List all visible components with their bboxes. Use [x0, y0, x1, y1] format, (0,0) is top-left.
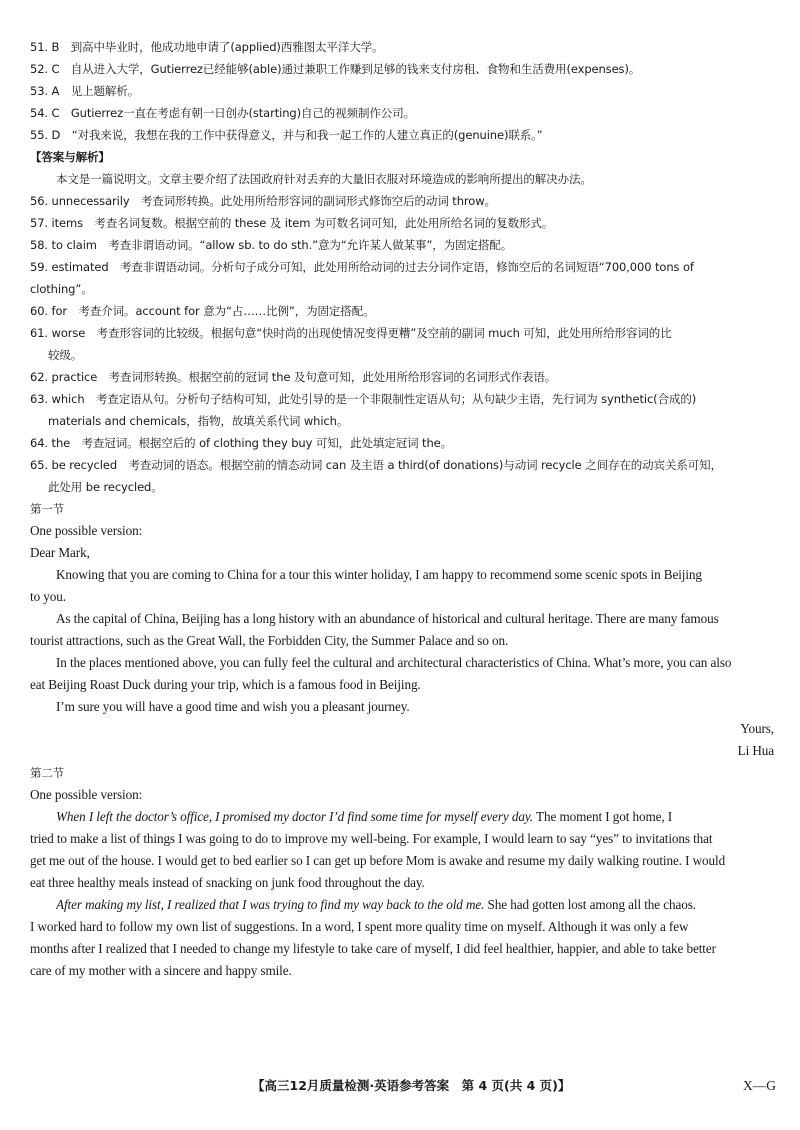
story-paragraph-1-line-2: tried to make a list of things I was going to do to improve my well-being. For example, I would learn to say “yes” to invitations that: [30, 831, 713, 846]
letter-paragraph-2-cont: tourist attractions, such as the Great Wall, the Forbidden City, the Summer Palace and so on.: [30, 633, 509, 648]
explanation-65: 65. be recycled 考查动词的语态。根据空前的情态动词 can 及主语 a third(of donations)与动词 recycle 之间存在的动宾关系可知，: [30, 458, 722, 472]
explanation-57: 57. items 考查名词复数。根据空前的 these 及 item 为可数名词可知，此处用所给名词的复数形式。: [30, 216, 554, 230]
letter-signature: Li Hua: [737, 743, 774, 758]
explanation-64: 64. the 考查冠词。根据空后的 of clothing they buy 可知，此处填定冠词 the。: [30, 436, 453, 450]
story-paragraph-2-line-4: care of my mother with a sincere and happy smile.: [30, 963, 292, 978]
answer-52: 52. C 自从进入大学，Gutierrez已经能够(able)通过兼职工作赚到足够的钱来支付房租、食物和生活费用(expenses)。: [30, 62, 641, 76]
story-paragraph-1-line-4: eat three healthy meals instead of snacking on junk food throughout the day.: [30, 875, 425, 890]
section1-version-label: One possible version:: [30, 523, 143, 538]
letter-paragraph-1: Knowing that you are coming to China for a tour this winter holiday, I am happy to recommend some scenic spots in Beijing: [56, 567, 702, 582]
story-paragraph-1: [56, 806, 778, 828]
letter-paragraph-4: I’m sure you will have a good time and wish you a pleasant journey.: [56, 699, 410, 714]
explanation-59-cont: clothing”。: [30, 282, 93, 296]
page-footer: [0, 1075, 800, 1097]
story-paragraph-2-line-2: I worked hard to follow my own list of suggestions. In a word, I spent more quality time on myself. Although it was only a few: [30, 919, 689, 934]
section2-version-label: One possible version:: [30, 787, 143, 802]
explanation-62: 62. practice 考查词形转换。根据空前的冠词 the 及句意可知，此处用所给形容词的名词形式作表语。: [30, 370, 557, 384]
footer-code: X—G: [743, 1078, 776, 1093]
answer-54: 54. C Gutierrez一直在考虑有朝一日创办(starting)自己的视频制作公司。: [30, 106, 416, 120]
explanation-56: 56. unnecessarily 考查词形转换。此处用所给形容词的副词形式修饰空后的动词 throw。: [30, 194, 496, 208]
footer-title: 【高三12月质量检测·英语参考答案 第 4 页(共 4 页)】: [252, 1078, 571, 1093]
story-paragraph-2-line-3: months after I realized that I needed to change my lifestyle to take care of myself, I did feel healthier, happier, and able to take better: [30, 941, 716, 956]
explanation-61: 61. worse 考查形容词的比较级。根据句意“快时尚的出现使情况变得更糟”及空前的副词 much 可知，此处用所给形容词的比: [30, 326, 672, 340]
letter-paragraph-1-cont: to you.: [30, 589, 66, 604]
explanation-58: 58. to claim 考查非谓语动词。“allow sb. to do sth.”意为“允许某人做某事”，为固定搭配。: [30, 238, 513, 252]
explanation-60: 60. for 考查介词。account for 意为“占……比例”，为固定搭配。: [30, 304, 375, 318]
story-paragraph-1-lead: When I left the doctor’s office, I promised my doctor I’d find some time for myself every day.: [56, 809, 534, 824]
letter-paragraph-3: In the places mentioned above, you can fully feel the cultural and architectural characteristics of China. What’s more, you can also: [56, 655, 732, 670]
story-paragraph-2-rest: She had gotten lost among all the chaos.: [484, 897, 696, 912]
answer-51: 51. B 到高中毕业时，他成功地申请了(applied)西雅图太平洋大学。: [30, 40, 384, 54]
explanation-63: 63. which 考查定语从句。分析句子结构可知，此处引导的是一个非限制性定语从句；从句缺少主语，先行词为 synthetic(合成的): [30, 392, 697, 406]
letter-closing: Yours,: [740, 721, 774, 736]
explanation-61-cont: 较级。: [48, 348, 83, 362]
story-paragraph-1-line-3: get me out of the house. I would get to bed earlier so I can get up before Mom is awake and resume my daily walking routine. I would: [30, 853, 726, 868]
letter-paragraph-2: As the capital of China, Beijing has a long history with an abundance of historical and cultural heritage. There are many famous: [56, 611, 719, 626]
story-paragraph-2: [56, 894, 778, 916]
section1-heading: 第一节: [30, 502, 65, 516]
explanation-63-cont: materials and chemicals，指物，故填关系代词 which。: [48, 414, 349, 428]
answer-55: 55. D “对我来说，我想在我的工作中获得意义，并与和我一起工作的人建立真正的(genuine)联系。”: [30, 128, 543, 142]
letter-paragraph-3-cont: eat Beijing Roast Duck during your trip, which is a famous food in Beijing.: [30, 677, 421, 692]
section-heading: 【答案与解析】: [30, 150, 110, 164]
explanation-59: 59. estimated 考查非谓语动词。分析句子成分可知，此处用所给动词的过去分词作定语，修饰空后的名词短语“700,000 tons of: [30, 260, 694, 274]
passage-intro: 本文是一篇说明文。文章主要介绍了法国政府针对丢弃的大量旧衣服对环境造成的影响所提出的解决办法。: [56, 172, 592, 186]
answer-53: 53. A 见上题解析。: [30, 84, 140, 98]
section2-heading: 第二节: [30, 766, 65, 780]
story-paragraph-2-lead: After making my list, I realized that I was trying to find my way back to the old me.: [56, 897, 485, 912]
letter-salutation: Dear Mark,: [30, 545, 90, 560]
story-paragraph-1-rest: The moment I got home, I: [533, 809, 673, 824]
explanation-65-cont: 此处用 be recycled。: [48, 480, 163, 494]
